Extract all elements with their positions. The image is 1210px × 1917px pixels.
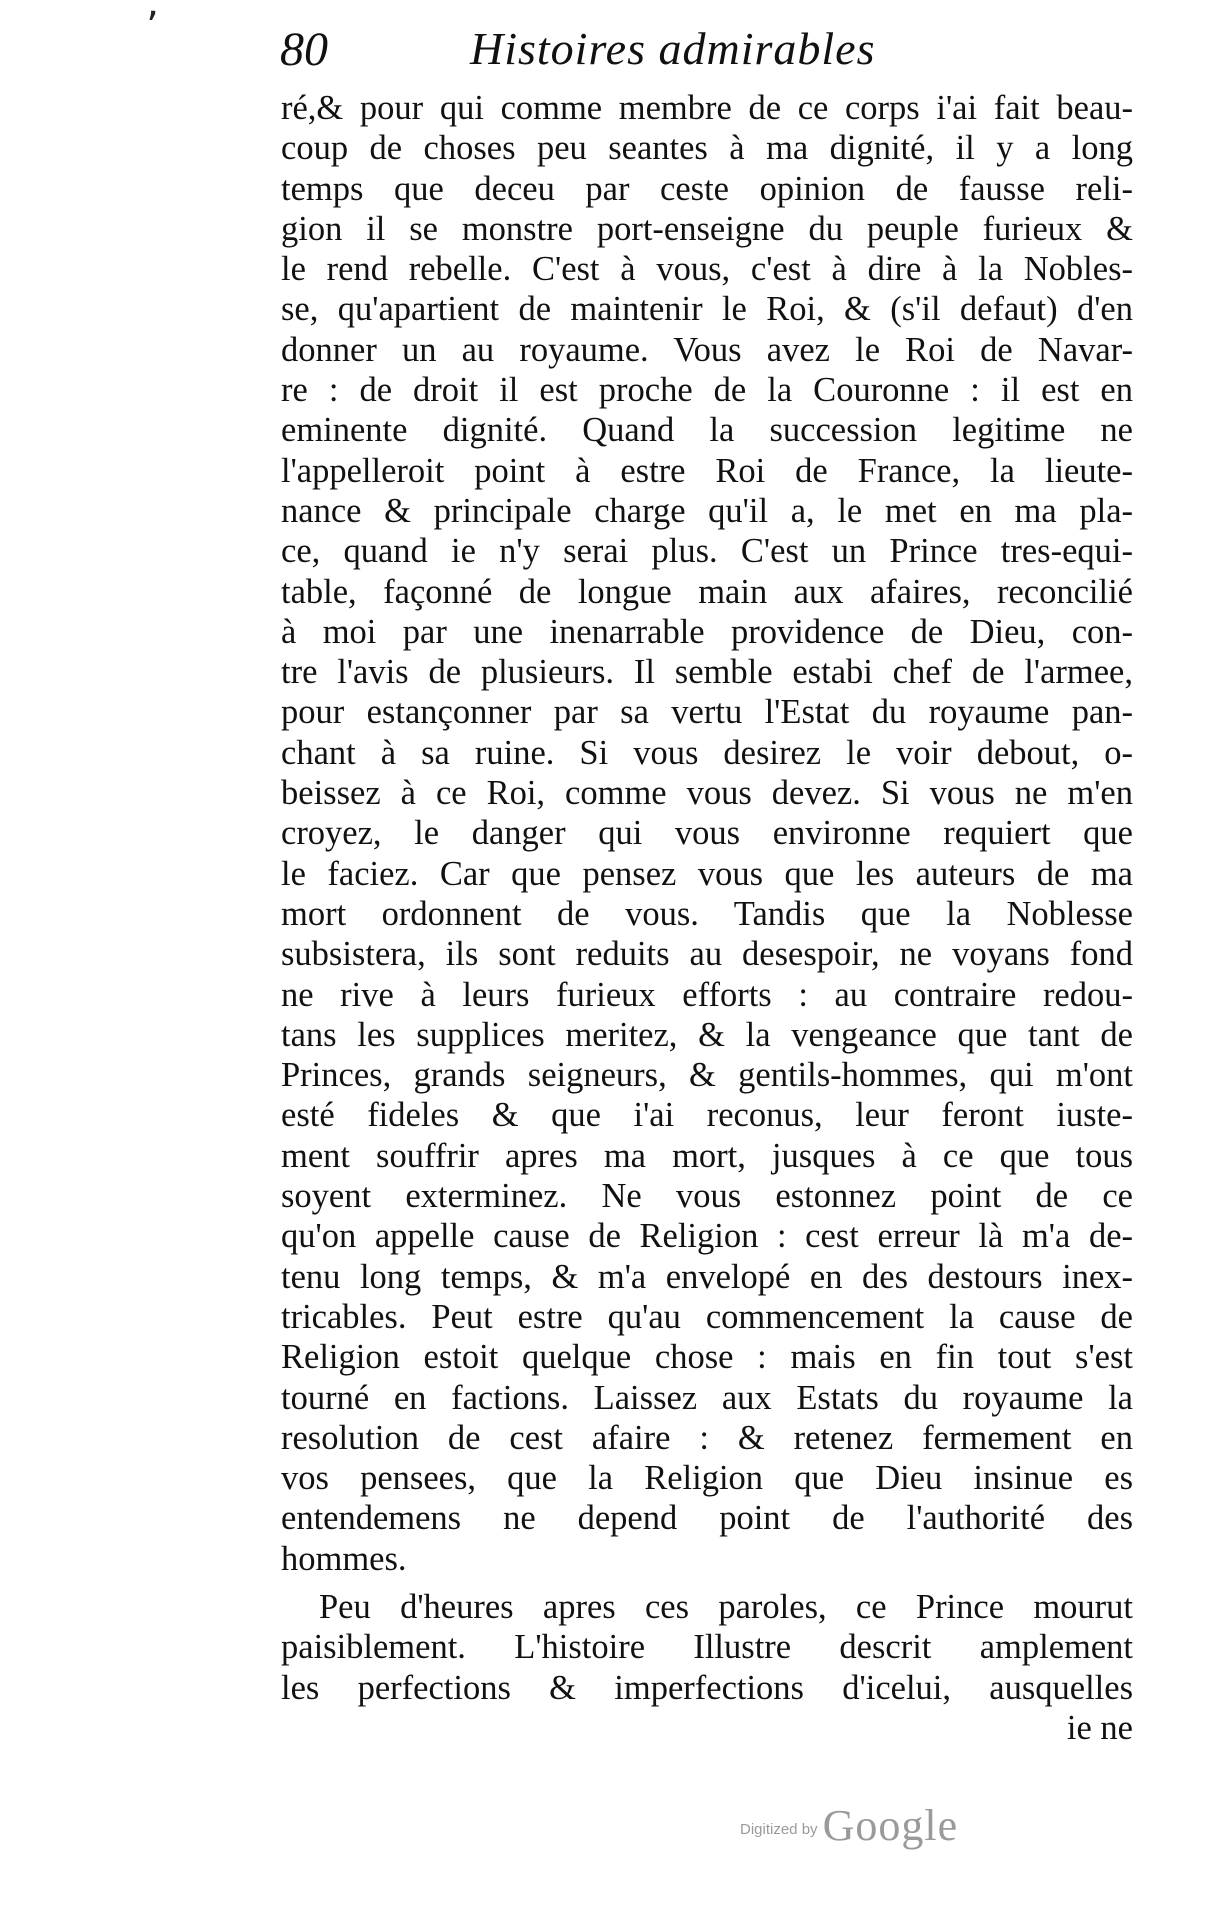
paragraph	[281, 1587, 1133, 1708]
text-line: gion il se monstre port-enseigne du peuple furieux &	[281, 209, 1133, 248]
text-line: mort ordonnent de vous. Tandis que la Noblesse	[281, 894, 1133, 933]
text-line: re : de droit il est proche de la Couronne : il est en	[281, 371, 1133, 410]
text-line: entendemens ne depend point de l'authorité des	[281, 1499, 1133, 1538]
watermark-logo: Google	[822, 1801, 959, 1850]
text-line: eminente dignité. Quand la succession legitime ne	[281, 411, 1133, 450]
text-line: tans les supplices meritez, & la vengeance que tant de	[281, 1015, 1133, 1054]
paragraph	[281, 88, 1133, 1579]
text-line: tre l'avis de plusieurs. Il semble estabi chef de l'armee,	[281, 653, 1133, 692]
text-line: soyent exterminez. Ne vous estonnez point de ce	[281, 1177, 1133, 1216]
text-line: vos pensees, que la Religion que Dieu insinue es	[281, 1459, 1133, 1498]
text-line: nance & principale charge qu'il a, le met en ma pla-	[281, 491, 1133, 530]
text-line: l'appelleroit point à estre Roi de France, la lieute-	[281, 451, 1133, 490]
text-line: table, façonné de longue main aux afaires, reconcilié	[281, 572, 1133, 611]
text-line: subsistera, ils sont reduits au desespoir, ne voyans fond	[281, 935, 1133, 974]
running-head	[280, 22, 930, 86]
text-line: croyez, le danger qui vous environne requiert que	[281, 814, 1133, 853]
text-line: donner un au royaume. Vous avez le Roi de Navar-	[281, 330, 1133, 369]
text-line: ré,& pour qui comme membre de ce corps i'ai fait beau-	[281, 89, 1133, 127]
text-line: esté fideles & que i'ai reconus, leur feront iuste-	[281, 1096, 1133, 1135]
margin-mark: ʼ	[146, 4, 159, 50]
text-line: beissez à ce Roi, comme vous devez. Si vous ne m'en	[281, 774, 1133, 813]
running-title: Histoires admirables	[470, 23, 876, 74]
text-line: qu'on appelle cause de Religion : cest erreur là m'a de-	[281, 1217, 1133, 1256]
text-line: coup de choses peu seantes à ma dignité, il y a long	[281, 129, 1133, 168]
text-line: ment souffrir apres ma mort, jusques à ce que tous	[281, 1136, 1133, 1175]
watermark-prefix: Digitized by	[740, 1821, 818, 1838]
text-line: tricables. Peut estre qu'au commencement la cause de	[281, 1297, 1133, 1336]
text-line: Peu d'heures apres ces paroles, ce Prince mourut	[319, 1587, 1133, 1626]
digitization-watermark	[740, 1800, 958, 1851]
text-line: ne rive à leurs furieux efforts : au contraire redou-	[281, 975, 1133, 1014]
text-line: se, qu'apartient de maintenir le Roi, & (s'il defaut) d'en	[281, 290, 1133, 329]
text-line: paisiblement. L'histoire Illustre descrit amplement	[281, 1628, 1133, 1667]
text-line: pour estançonner par sa vertu l'Estat du royaume pan-	[281, 693, 1133, 732]
text-line: le rend rebelle. C'est à vous, c'est à dire à la Nobles-	[281, 250, 1133, 289]
body-text	[281, 88, 1133, 1748]
catchword: ie ne	[1066, 1708, 1133, 1747]
text-line: ce, quand ie n'y serai plus. C'est un Prince tres-equi-	[281, 532, 1133, 571]
text-line: hommes.	[281, 1539, 407, 1578]
text-line: chant à sa ruine. Si vous desirez le voir debout, o-	[281, 733, 1133, 772]
text-line: Princes, grands seigneurs, & gentils-hommes, qui m'ont	[281, 1056, 1133, 1095]
text-line: à moi par une inenarrable providence de Dieu, con-	[281, 612, 1133, 651]
text-line: temps que deceu par ceste opinion de fausse reli-	[281, 169, 1133, 208]
text-line: le faciez. Car que pensez vous que les auteurs de ma	[281, 854, 1133, 893]
text-line: les perfections & imperfections d'icelui, ausquelles	[281, 1668, 1133, 1707]
page-number: 80	[280, 23, 328, 76]
text-line: tenu long temps, & m'a envelopé en des destours inex-	[281, 1257, 1133, 1296]
text-line: resolution de cest afaire : & retenez fermement en	[281, 1418, 1133, 1457]
text-line: Religion estoit quelque chose : mais en fin tout s'est	[281, 1338, 1133, 1377]
text-line: tourné en factions. Laissez aux Estats du royaume la	[281, 1378, 1133, 1417]
